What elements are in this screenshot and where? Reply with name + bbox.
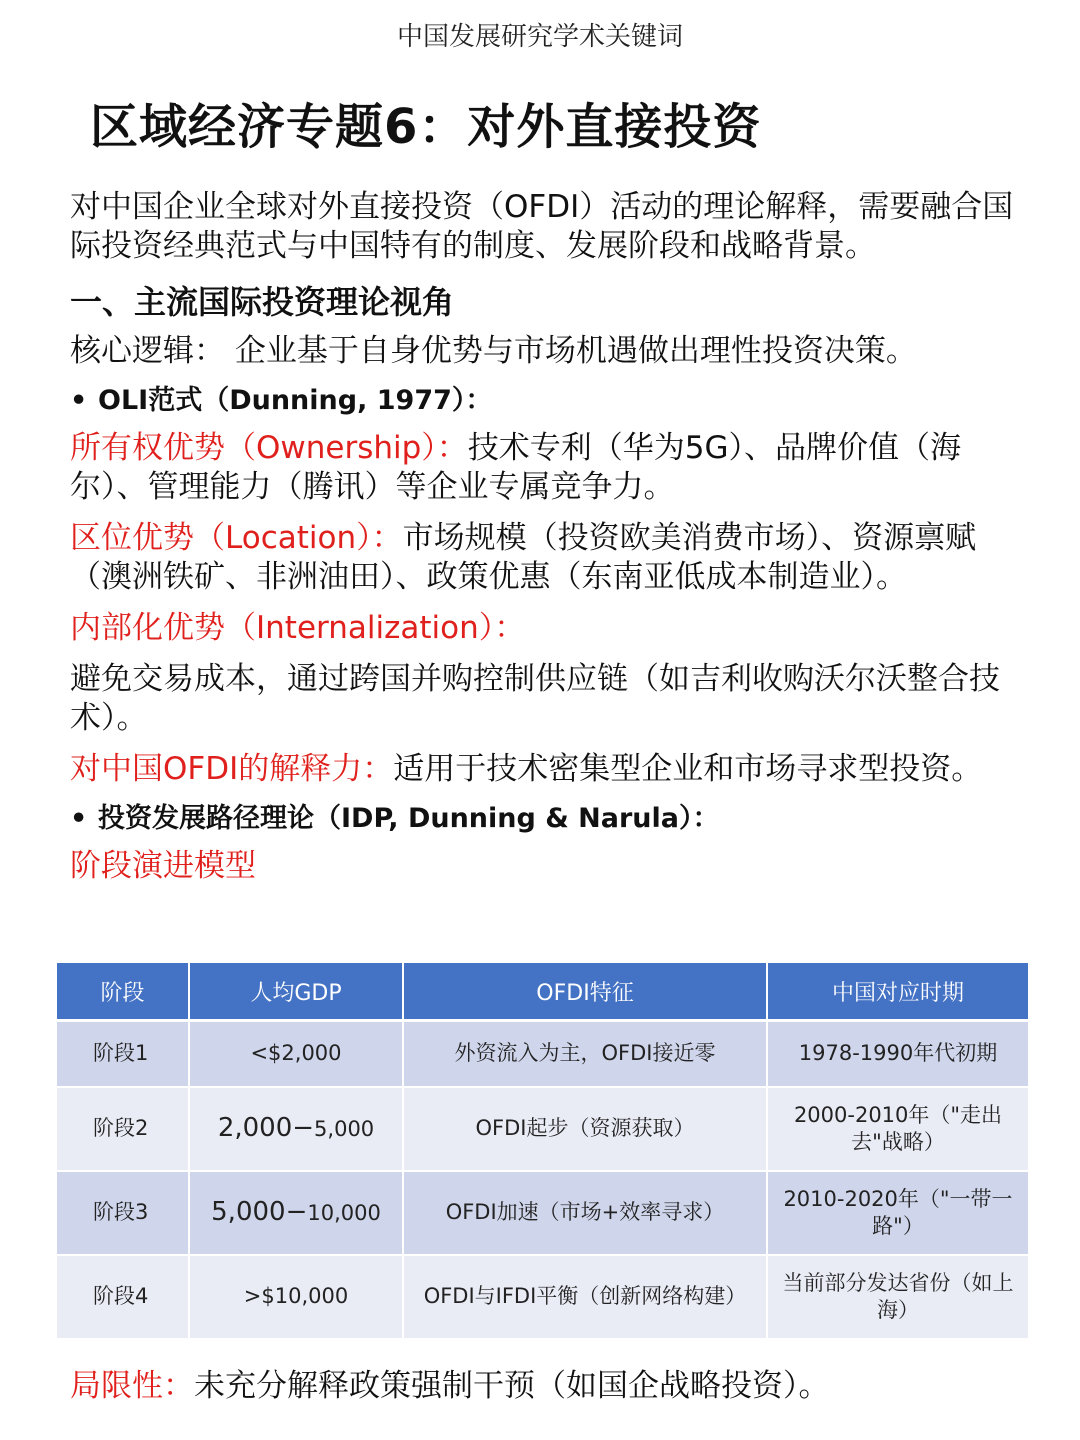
bullet-dot-icon: •	[70, 385, 88, 416]
table-header-cell: 人均GDP	[189, 963, 403, 1021]
feature-cell: OFDI与IFDI平衡（创新网络构建）	[403, 1255, 767, 1339]
period-cell: 2010-2020年（"一带一路"）	[767, 1171, 1029, 1255]
stage-cell: 阶段2	[57, 1087, 189, 1171]
table-row	[57, 1021, 1029, 1087]
feature-cell: OFDI起步（资源获取）	[403, 1087, 767, 1171]
stage-cell: 阶段3	[57, 1171, 189, 1255]
table-header-cell: OFDI特征	[403, 963, 767, 1021]
location-item	[70, 519, 1020, 597]
gdp-value: <$2,000	[250, 1041, 342, 1066]
stage-cell: 阶段1	[57, 1021, 189, 1087]
limitation-note	[70, 1366, 830, 1406]
limitation-text: 未充分解释政策强制干预（如国企战略投资）。	[194, 1368, 830, 1404]
gdp-value-tail: 10,000	[307, 1200, 381, 1225]
section-heading: 一、主流国际投资理论视角	[70, 283, 455, 321]
explain-text: 适用于技术密集型企业和市场寻求型投资。	[393, 751, 983, 787]
table-header-cell: 阶段	[57, 963, 189, 1021]
ownership-label: 所有权优势（Ownership）：	[70, 430, 468, 466]
location-label: 区位优势（Location）：	[70, 520, 403, 556]
gdp-value-lead: 5,000−	[211, 1196, 308, 1227]
intro-paragraph: 对中国企业全球对外直接投资（OFDI）活动的理论解释，需要融合国际投资经典范式与中国特有的制度、发展阶段和战略背景。	[70, 189, 1014, 264]
bullet-idp-text: 投资发展路径理论（IDP, Dunning & Narula）：	[98, 803, 720, 834]
table-row	[57, 1171, 1029, 1255]
idp-stage-table	[57, 963, 1030, 1340]
ownership-text: 技术专利（华为5G）、品牌价值（海尔）、管理能力（腾讯）等企业专属竞争力。	[70, 430, 962, 505]
gdp-cell	[189, 1171, 403, 1255]
gdp-cell	[189, 1255, 403, 1339]
bullet-oli	[70, 379, 1020, 423]
table-row	[57, 1255, 1029, 1339]
internalization-label	[70, 609, 1020, 648]
location-text: 市场规模（投资欧美消费市场）、资源禀赋（澳洲铁矿、非洲油田）、政策优惠（东南亚低成本制造业）。	[70, 520, 977, 595]
internalization-text: 避免交易成本，通过跨国并购控制供应链（如吉利收购沃尔沃整合技术）。	[70, 661, 1000, 736]
period-cell: 当前部分发达省份（如上海）	[767, 1255, 1029, 1339]
gdp-value: >$10,000	[243, 1284, 349, 1308]
explain-item	[70, 750, 1020, 789]
gdp-value-lead: 2,000−	[217, 1112, 315, 1143]
gdp-cell	[189, 1021, 403, 1087]
feature-cell: OFDI加速（市场+效率寻求）	[403, 1171, 767, 1255]
bullet-oli-text: OLI范式（Dunning, 1977）：	[98, 385, 493, 416]
period-cell: 2000-2010年（"走出去"战略）	[767, 1087, 1029, 1171]
internalization-label-text: 内部化优势（Internalization）：	[70, 610, 526, 646]
main-content	[70, 188, 1020, 886]
bullet-idp	[70, 797, 1020, 841]
limitation-label: 局限性：	[70, 1368, 194, 1404]
table-header-cell: 中国对应时期	[767, 963, 1029, 1021]
stage-cell: 阶段4	[57, 1255, 189, 1339]
feature-cell: 外资流入为主，OFDI接近零	[403, 1021, 767, 1087]
page-header: 中国发展研究学术关键词	[396, 22, 683, 52]
bullet-dot-icon: •	[70, 803, 88, 834]
page-title: 区域经济专题6：对外直接投资	[90, 99, 762, 155]
explain-label: 对中国OFDI的解释力：	[70, 751, 394, 787]
ownership-item	[70, 429, 1020, 507]
stage-model-label: 阶段演进模型	[70, 848, 256, 884]
core-logic: 核心逻辑： 企业基于自身优势与市场机遇做出理性投资决策。	[70, 333, 917, 369]
gdp-value-tail: 5,000	[314, 1116, 375, 1141]
period-cell: 1978-1990年代初期	[767, 1021, 1029, 1087]
table-header-row	[57, 963, 1029, 1021]
table-row	[57, 1087, 1029, 1171]
gdp-cell	[189, 1087, 403, 1171]
